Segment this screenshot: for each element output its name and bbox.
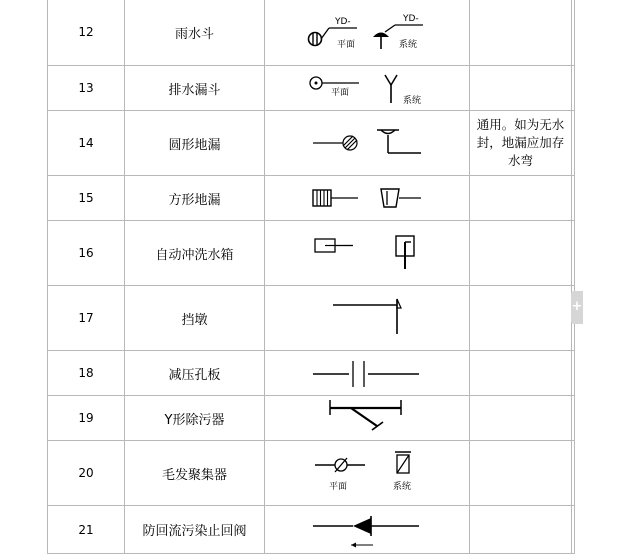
row-number: 20 [48, 441, 125, 506]
row-graphic [265, 396, 470, 441]
plus-icon: + [571, 299, 583, 314]
row-number: 14 [48, 111, 125, 176]
row-name: 挡墩 [125, 286, 265, 351]
row-number: 13 [48, 66, 125, 111]
row-remark [470, 351, 572, 396]
row-remark [470, 66, 572, 111]
row-graphic [265, 351, 470, 396]
system-label: 系统 [393, 482, 412, 492]
row-remark [470, 221, 572, 286]
table-row [48, 176, 575, 221]
orifice-plate-symbol [265, 351, 469, 395]
plan-label: 平面 [337, 40, 356, 50]
row-name: 方形地漏 [125, 176, 265, 221]
row-number: 19 [48, 396, 125, 441]
table-row [48, 506, 575, 554]
row-number: 16 [48, 221, 125, 286]
table-row [48, 286, 575, 351]
row-name: 圆形地漏 [125, 111, 265, 176]
row-name: Y形除污器 [125, 396, 265, 441]
table-row [48, 221, 575, 286]
row-number: 15 [48, 176, 125, 221]
row-remark [470, 111, 572, 176]
row-graphic [265, 0, 470, 66]
row-graphic [265, 221, 470, 286]
row-graphic [265, 111, 470, 176]
table-row [48, 111, 575, 176]
row-graphic [265, 66, 470, 111]
plan-label: 平面 [331, 88, 350, 98]
row-remark [470, 506, 572, 554]
square-floor-drain-symbol [265, 176, 469, 220]
table-row [48, 66, 575, 111]
row-remark [470, 176, 572, 221]
row-name: 排水漏斗 [125, 66, 265, 111]
table-row [48, 0, 575, 66]
row-remark [470, 286, 572, 351]
y-strainer-symbol [265, 396, 469, 440]
table-row [48, 396, 575, 441]
symbol-table [47, 0, 575, 554]
row-name: 毛发聚集器 [125, 441, 265, 506]
drain-funnel-symbol [265, 66, 469, 110]
row-remark [470, 396, 572, 441]
hair-collector-symbol [265, 441, 469, 505]
system-label: 系统 [399, 40, 418, 50]
row-remark [470, 441, 572, 506]
row-number: 12 [48, 0, 125, 66]
remark-text: 通用。如为无水封，地漏应加存水弯 [476, 117, 565, 168]
system-label: 系统 [403, 96, 422, 106]
row-graphic [265, 506, 470, 554]
table-row [48, 441, 575, 506]
plan-label: 平面 [329, 482, 348, 492]
row-name: 减压孔板 [125, 351, 265, 396]
tag-label-2: YD- [403, 14, 419, 24]
row-number: 18 [48, 351, 125, 396]
round-floor-drain-symbol [265, 111, 469, 175]
side-expand-tab[interactable] [571, 291, 583, 324]
row-graphic [265, 441, 470, 506]
thrust-block-symbol [265, 286, 469, 350]
row-name: 防回流污染止回阀 [125, 506, 265, 554]
row-name: 雨水斗 [125, 0, 265, 66]
rain-hopper-symbol [265, 0, 469, 65]
backflow-check-valve-symbol [265, 506, 469, 553]
row-number: 21 [48, 506, 125, 554]
row-number: 17 [48, 286, 125, 351]
row-name: 自动冲洗水箱 [125, 221, 265, 286]
auto-flush-tank-symbol [265, 221, 469, 285]
row-graphic [265, 286, 470, 351]
row-remark [470, 0, 572, 66]
table-row [48, 351, 575, 396]
tag-label: YD- [335, 17, 351, 27]
row-graphic [265, 176, 470, 221]
